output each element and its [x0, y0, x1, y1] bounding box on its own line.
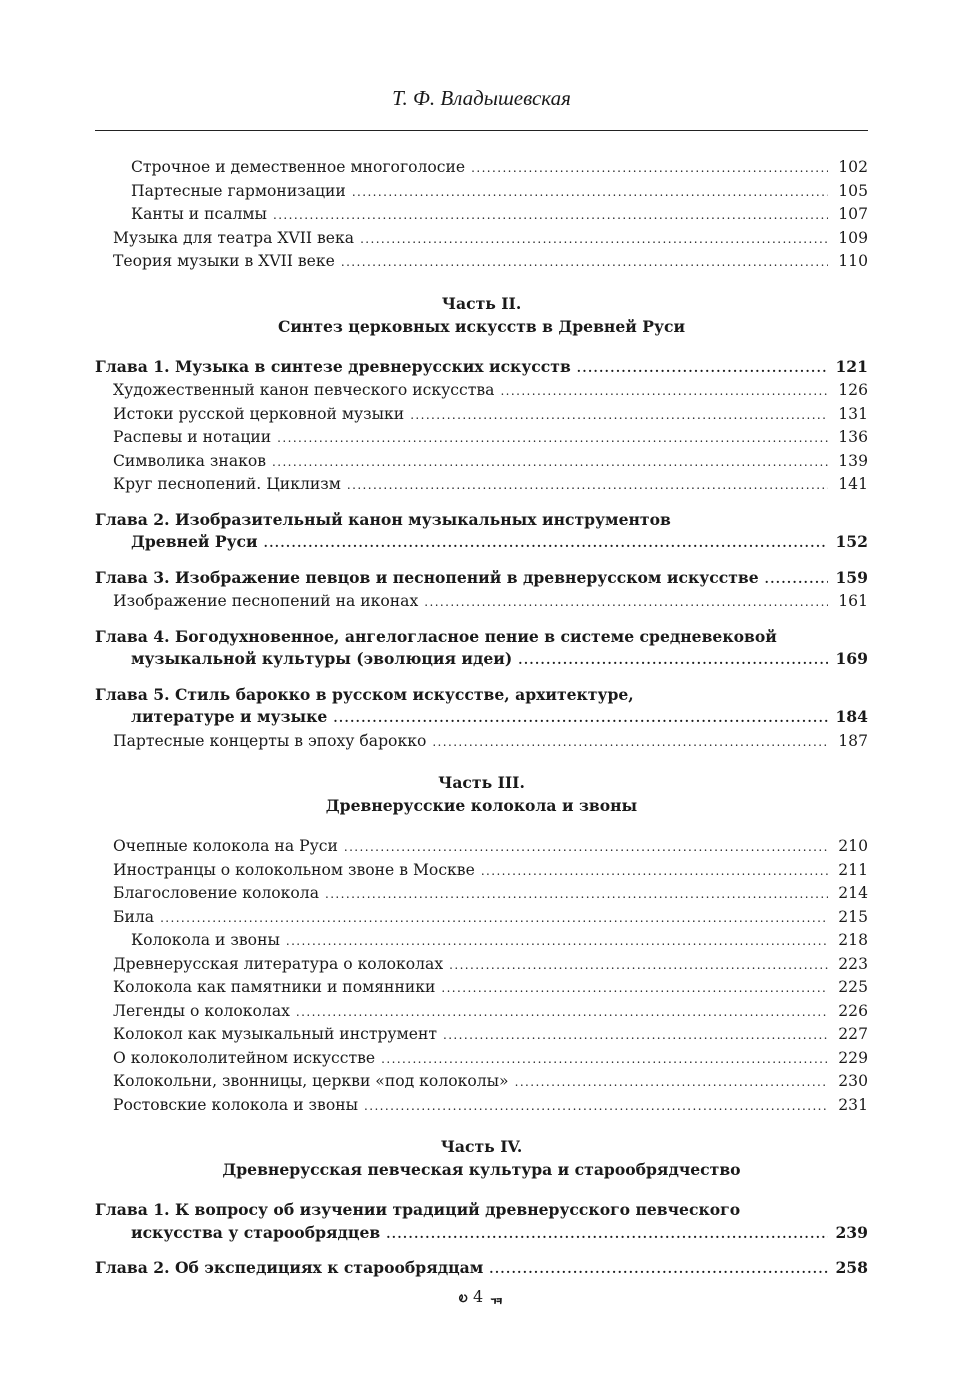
toc-entry[interactable]: Ростовские колокола и звоны ..... 231: [95, 1094, 868, 1118]
toc-entry[interactable]: Колокол как музыкальный инструмент ..... 227: [95, 1023, 868, 1047]
toc-entry[interactable]: Колокола как памятники и помянники ..... 225: [95, 976, 868, 1000]
page-number: 4: [473, 1287, 484, 1306]
part-title: Синтез церковных искусств в Древней Руси: [277, 316, 686, 336]
chapter-title-line[interactable]: Глава 4. Богодухновенное, ангелогласное пение в системе средневековой: [95, 626, 777, 646]
header-rule: [95, 130, 868, 131]
table-of-contents: [95, 156, 868, 1281]
toc-entry[interactable]: Очепные колокола на Руси ..... 210: [95, 835, 868, 859]
chapter-title-line[interactable]: Глава 1. К вопросу об изучении традиций древнерусского певческого: [95, 1200, 741, 1219]
running-header: Т. Ф. Владышевская: [392, 86, 571, 110]
part-label: Часть III.: [438, 773, 525, 792]
toc-entry[interactable]: Распевы и нотации ..... 136: [95, 426, 868, 450]
toc-entry[interactable]: Колокольни, звонницы, церкви «под колоколы» ..... 230: [95, 1070, 868, 1094]
chapter-entry[interactable]: Глава 3. Изображение певцов и песнопений в древнерусском искусстве ..... 159: [95, 567, 868, 591]
chapter-entry[interactable]: литературе и музыке ..... 184: [95, 706, 868, 730]
chapter-title-line[interactable]: Глава 2. Изобразительный канон музыкальных инструментов: [95, 509, 671, 529]
toc-entry[interactable]: Музыка для театра XVII века ..... 109: [95, 227, 868, 251]
toc-entry[interactable]: Символика знаков ..... 139: [95, 450, 868, 474]
toc-entry[interactable]: Партесные гармонизации ..... 105: [95, 180, 868, 204]
toc-entry[interactable]: Била ..... 215: [95, 906, 868, 930]
part-title: Древнерусская певческая культура и старообрядчество: [222, 1160, 741, 1179]
toc-entry[interactable]: Иностранцы о колокольном звоне в Москве ..... 211: [95, 859, 868, 883]
chapter-entry[interactable]: искусства у старообрядцев ..... 239: [95, 1222, 868, 1246]
toc-entry[interactable]: Истоки русской церковной музыки ..... 131: [95, 403, 868, 427]
part-label: Часть II.: [441, 293, 522, 313]
toc-entry[interactable]: О колокололитейном искусстве ..... 229: [95, 1047, 868, 1071]
page-footer: [95, 1282, 868, 1311]
part-label: Часть IV.: [440, 1137, 523, 1156]
chapter-entry[interactable]: музыкальной культуры (эволюция идеи) ..... 169: [95, 648, 868, 672]
toc-entry[interactable]: Круг песнопений. Циклизм ..... 141: [95, 473, 868, 497]
toc-entry[interactable]: Теория музыки в XVII веке ..... 110: [95, 250, 868, 274]
chapter-entry[interactable]: Глава 1. Музыка в синтезе древнерусских искусств ..... 121: [95, 356, 868, 380]
toc-entry[interactable]: Изображение песнопений на иконах ..... 161: [95, 590, 868, 614]
chapter-entry[interactable]: Глава 2. Об экспедициях к старообрядцам ..... 258: [95, 1257, 868, 1281]
part-title: Древнерусские колокола и звоны: [325, 796, 638, 815]
ornament-left-icon: ၿ: [458, 1287, 468, 1307]
toc-entry[interactable]: Древнерусская литература о колоколах ..... 223: [95, 953, 868, 977]
toc-entry[interactable]: Легенды о колоколах ..... 226: [95, 1000, 868, 1024]
chapter-entry[interactable]: Древней Руси ..... 152: [95, 531, 868, 555]
toc-entry[interactable]: Строчное и демественное многоголосие ..... 102: [95, 156, 868, 180]
toc-entry[interactable]: Благословение колокола ..... 214: [95, 882, 868, 906]
toc-entry[interactable]: Партесные концерты в эпоху барокко ..... 187: [95, 730, 868, 754]
chapter-title-line[interactable]: Глава 5. Стиль барокко в русском искусстве, архитектуре,: [95, 684, 634, 704]
ornament-right-icon: ᇽ: [488, 1287, 505, 1307]
toc-entry[interactable]: Художественный канон певческого искусства ..... 126: [95, 379, 868, 403]
toc-entry[interactable]: Канты и псалмы ..... 107: [95, 203, 868, 227]
toc-entry[interactable]: Колокола и звоны ..... 218: [95, 929, 868, 953]
